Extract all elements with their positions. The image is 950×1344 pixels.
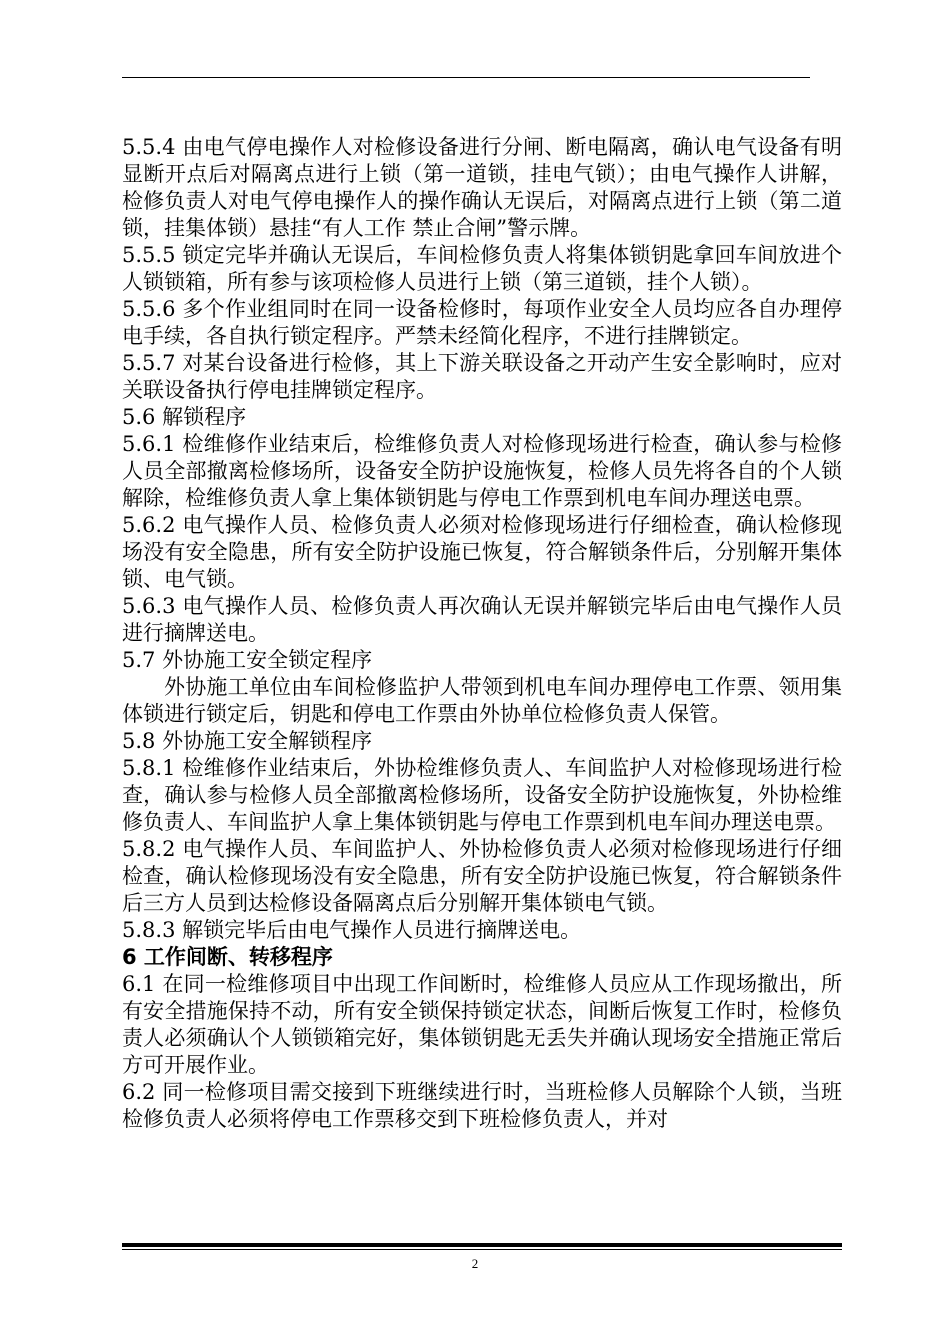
subheading-5-6: 5.6 解锁程序	[122, 405, 247, 429]
paragraph-5-8-2: 5.8.2 电气操作人员、车间监护人、外协检修负责人必须对检修现场进行仔细检查，确认检修现场没有安全隐患，所有安全防护设施已恢复，符合解锁条件后三方人员到达检修设备隔离点后分别解开集体锁电气锁。	[122, 837, 842, 915]
paragraph-5-5-7: 5.5.7 对某台设备进行检修，其上下游关联设备之开动产生安全影响时，应对关联设备执行停电挂牌锁定程序。	[122, 351, 842, 402]
paragraph-5-8-3: 5.8.3 解锁完毕后由电气操作人员进行摘牌送电。	[122, 918, 582, 942]
header-rule	[122, 77, 810, 78]
section-heading-6: 6 工作间断、转移程序	[122, 945, 333, 969]
page-number: 2	[471, 1256, 479, 1271]
paragraph-5-5-4: 5.5.4 由电气停电操作人对检修设备进行分闸、断电隔离，确认电气设备有明显断开点后对隔离点进行上锁（第一道锁，挂电气锁）；由电气操作人讲解，检修负责人对电气停电操作人的操作确认无误后，对隔离点进行上锁（第二道锁，挂集体锁）悬挂“有人工作 禁止合闸”警示牌。	[122, 135, 842, 240]
paragraph-5-6-1: 5.6.1 检维修作业结束后，检维修负责人对检修现场进行检查，确认参与检修人员全部撤离检修场所，设备安全防护设施恢复，检修人员先将各自的个人锁解除，检维修负责人拿上集体锁钥匙与停电工作票到机电车间办理送电票。	[122, 432, 842, 510]
paragraph-5-5-6: 5.5.6 多个作业组同时在同一设备检修时，每项作业安全人员均应各自办理停电手续，各自执行锁定程序。严禁未经简化程序，不进行挂牌锁定。	[122, 297, 842, 348]
subheading-5-8: 5.8 外协施工安全解锁程序	[122, 729, 373, 753]
paragraph-6-1: 6.1 在同一检维修项目中出现工作间断时，检维修人员应从工作现场撤出，所有安全措施保持不动，所有安全锁保持锁定状态，间断后恢复工作时，检修负责人必须确认个人锁锁箱完好，集体锁钥匙无丢失并确认现场安全措施正常后方可开展作业。	[122, 972, 842, 1077]
document-body	[122, 134, 842, 1133]
footer-rule-thin	[122, 1249, 842, 1250]
paragraph-5-8-1: 5.8.1 检维修作业结束后，外协检维修负责人、车间监护人对检修现场进行检查，确认参与检修人员全部撤离检修场所，设备安全防护设施恢复，外协检维修负责人、车间监护人拿上集体锁钥匙与停电工作票到机电车间办理送电票。	[122, 756, 842, 834]
paragraph-6-2: 6.2 同一检修项目需交接到下班继续进行时，当班检修人员解除个人锁，当班检修负责人必须将停电工作票移交到下班检修负责人，并对	[122, 1080, 842, 1131]
subheading-5-7: 5.7 外协施工安全锁定程序	[122, 648, 373, 672]
paragraph-5-7-body: 外协施工单位由车间检修监护人带领到机电车间办理停电工作票、领用集体锁进行锁定后，钥匙和停电工作票由外协单位检修负责人保管。	[122, 675, 842, 726]
footer-rule-thick	[122, 1243, 842, 1247]
paragraph-5-6-3: 5.6.3 电气操作人员、检修负责人再次确认无误并解锁完毕后由电气操作人员进行摘牌送电。	[122, 594, 842, 645]
paragraph-5-6-2: 5.6.2 电气操作人员、检修负责人必须对检修现场进行仔细检查，确认检修现场没有安全隐患，所有安全防护设施已恢复，符合解锁条件后，分别解开集体锁、电气锁。	[122, 513, 842, 591]
paragraph-5-5-5: 5.5.5 锁定完毕并确认无误后，车间检修负责人将集体锁钥匙拿回车间放进个人锁锁箱，所有参与该项检修人员进行上锁（第三道锁，挂个人锁）。	[122, 243, 842, 294]
